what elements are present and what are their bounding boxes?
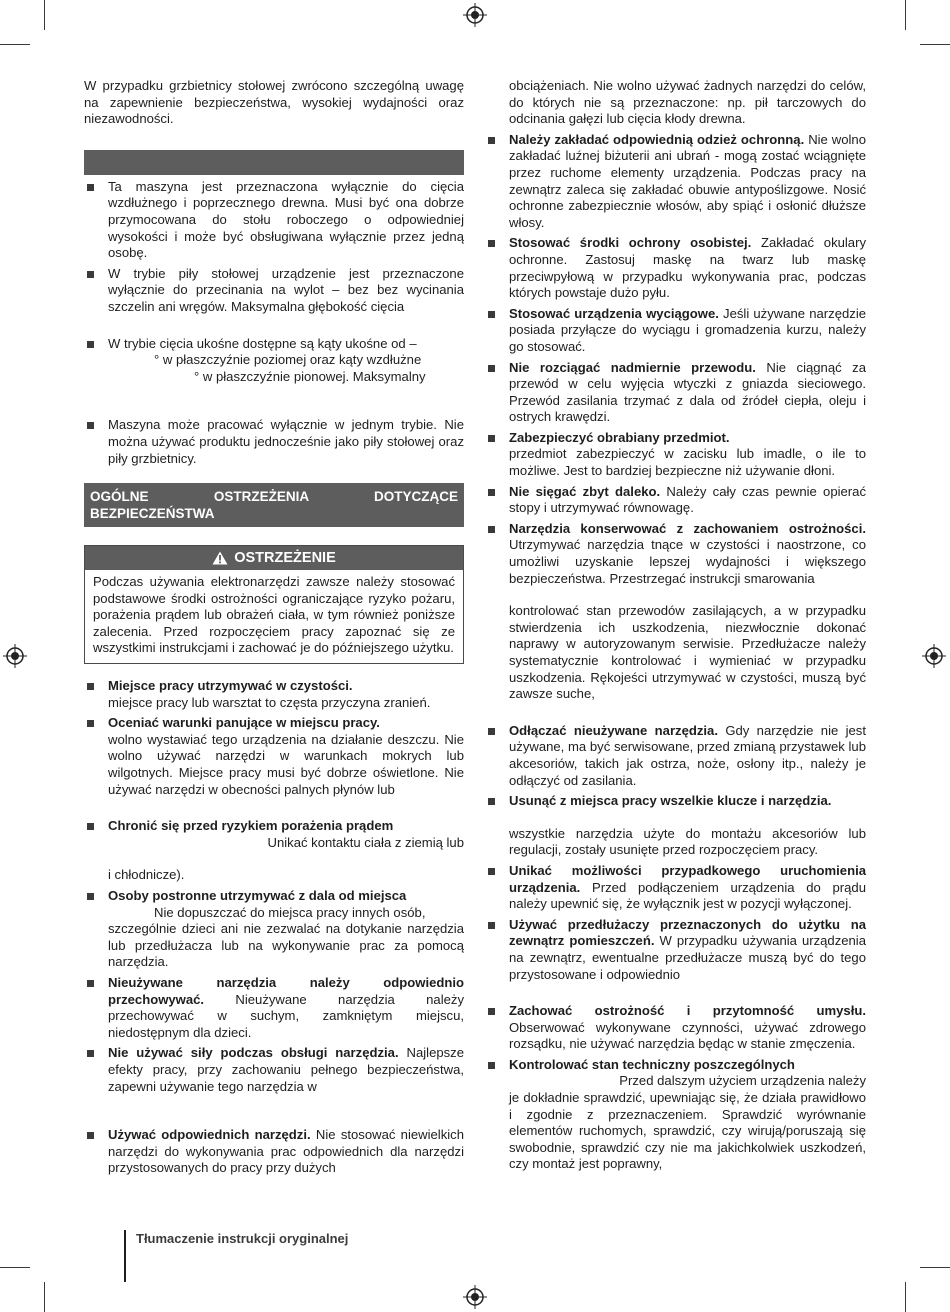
- warning-text: Podczas używania elektronarzędzi zawsze należy stosować podstawowe środki ostrożności ograniczające ryzyko pożaru, porażenia prądem lub obrażeń ciała, w tym również poniższe zalecenia. Przed rozpoczęciem pracy zapoznać się ze wszystkimi instrukcjami i zachować je do późniejszego użytku.: [93, 574, 455, 656]
- bullet: [488, 1062, 495, 1069]
- list-item: Oceniać warunki panujące w miejscu pracy. wolno wystawiać tego urządzenia na działanie deszczu. Nie wolno używać narzędzi w warunkach mokrych lub wilgotnych. Miejsce pracy musi być dobrze oświetlone. Nie używać narzędzi w obecności palnych płynów lub: [84, 715, 464, 798]
- list-item: Miejsce pracy utrzymywać w czystości. miejsce pracy lub warsztat to częsta przyczyna zranień.: [84, 678, 464, 711]
- list-item: Używać odpowiednich narzędzi. Nie stosować niewielkich narzędzi do wykonywania prac odpowiednich dla narzędzi przystosowanych do pracy przy dużych: [84, 1127, 464, 1177]
- bullet: [488, 1008, 495, 1015]
- bullet: [87, 341, 94, 348]
- left-column: [84, 78, 464, 1181]
- warning-header: [85, 546, 463, 570]
- list-item: Nie rozciągać nadmiernie przewodu. Nie ciągnąć za przewód w celu wyjęcia wtyczki z gniazda sieciowego. Przewód zasilania trzymać z dala od źródeł ciepła, oleju i ostrych krawędzi.: [485, 360, 866, 426]
- intended-use-list: [84, 179, 464, 467]
- section-bar: [84, 150, 464, 175]
- list-item: Nie używać siły podczas obsługi narzędzia. Najlepsze efekty pracy, przy zachowaniu pełnego bezpieczeństwa, zapewni używanie tego narzędzia w: [84, 1045, 464, 1095]
- bullet: [488, 868, 495, 875]
- safety-list-left: [84, 678, 464, 851]
- bullet: [488, 922, 495, 929]
- bullet: [488, 435, 495, 442]
- crop-mark: [0, 44, 30, 45]
- continuation-text: i chłodnicze).: [108, 867, 185, 883]
- list-item: Zabezpieczyć obrabiany przedmiot. przedmiot zabezpieczyć w zacisku lub imadle, o ile to możliwe. Jest to bardziej bezpieczne niż używanie dłoni.: [485, 430, 866, 480]
- warning-box: [84, 545, 464, 664]
- crop-mark: [44, 0, 45, 30]
- footer-text: Tłumaczenie instrukcji oryginalnej: [136, 1231, 349, 1246]
- list-item: Stosować środki ochrony osobistej. Zakładać okulary ochronne. Zastosuj maskę na twarz lub maskę przeciwpyłową w przypadku wykonywania prac, podczas których powstaje dużo pyłu.: [485, 235, 866, 301]
- bullet: [488, 526, 495, 533]
- list-item: Kontrolować stan techniczny poszczególnych Przed dalszym użyciem urządzenia należy je dokładnie sprawdzić, upewniając się, że działa prawidłowo i zgodnie z przeznaczeniem. Sprawdzić wyrównanie elementów ruchomych, sprawdzić, czy wirują/poruszają się swobodnie, sprawdzić czy nie ma jakichkolwiek uszkodzeń, czy montaż jest poprawny,: [485, 1057, 866, 1173]
- bullet: [488, 137, 495, 144]
- bullet: [87, 1132, 94, 1139]
- bullet: [87, 683, 94, 690]
- list-item: Ta maszyna jest przeznaczona wyłącznie do cięcia wzdłużnego i poprzecznego drewna. Musi być ona dobrze przymocowana do stołu roboczego o odpowiedniej wysokości i może być obsługiwana wyłącznie przez jedną osobę.: [84, 179, 464, 262]
- list-item: Nieużywane narzędzia należy odpowiednio przechowywać. Nieużywane narzędzia należy przechowywać w suchym, zamkniętym miejscu, niedostępnym dla dzieci.: [84, 975, 464, 1041]
- list-item: Używać przedłużaczy przeznaczonych do użytku na zewnątrz pomieszczeń. W przypadku używania urządzenia na zewnątrz, ewentualne przedłużacze muszą być do tego przystosowane i odpowiednio: [485, 917, 866, 983]
- crop-mark: [0, 1267, 30, 1268]
- registration-mark-icon: [463, 1285, 487, 1309]
- list-item: Narzędzia konserwować z zachowaniem ostrożności. Utrzymywać narzędzia tnące w czystości i naostrzone, co umożliwi uzyskanie lepszej wydajności i większego bezpieczeństwa. Przestrzegać instrukcji smarowania kontrolować stan przewodów zasilających, a w przypadku stwierdzenia ich uszkodzenia, niezwłocznie dokonać naprawy w autoryzowanym serwisie. Przedłużacze należy systematycznie kontrolować i wymieniać w przypadku uszkodzenia. Rękojeści utrzymywać w czystości, muszą być zawsze suche,: [485, 521, 866, 703]
- list-item: Maszyna może pracować wyłącznie w jednym trybie. Nie można używać produktu jednocześnie jako piły stołowej oraz piły grzbietnicy.: [84, 417, 464, 467]
- list-item: Chronić się przed ryzykiem porażenia prądem Unikać kontaktu ciała z ziemią lub: [84, 818, 464, 851]
- list-item: Osoby postronne utrzymywać z dala od miejsca Nie dopuszczać do miejsca pracy innych osób, szczególnie dzieci ani nie zezwalać na dotykanie narzędzia lub przedłużacza lub na wykonywanie prac za pomocą narzędzia.: [84, 888, 464, 971]
- crop-mark: [920, 44, 950, 45]
- bullet: [87, 893, 94, 900]
- safety-list-right: [485, 132, 866, 1173]
- crop-mark: [920, 1267, 950, 1268]
- bullet: [488, 489, 495, 496]
- section-heading: OGÓLNE OSTRZEŻENIA DOTYCZĄCE BEZPIECZEŃSTWA: [84, 483, 464, 527]
- intro-paragraph: W przypadku grzbietnicy stołowej zwrócono szczególną uwagę na zapewnienie bezpieczeństwa, wysokiej wydajności oraz niezawodności.: [84, 78, 464, 127]
- warning-triangle-icon: [212, 551, 228, 565]
- bullet: [87, 980, 94, 987]
- registration-mark-icon: [922, 644, 946, 668]
- registration-mark-icon: [3, 644, 27, 668]
- crop-mark: [905, 0, 906, 30]
- right-column: [509, 78, 866, 1177]
- bullet: [488, 240, 495, 247]
- crop-mark: [905, 1282, 906, 1312]
- footer-rule: [124, 1230, 126, 1282]
- safety-list-left-2: [84, 888, 464, 1177]
- bullet: [87, 823, 94, 830]
- list-item: Odłączać nieużywane narzędzia. Gdy narzędzie nie jest używane, ma być serwisowane, przed zmianą przystawek lub akcesoriów, takich jak ostrza, noże, osłony itp., należy je odłączyć od zasilania.: [485, 723, 866, 789]
- bullet: [488, 728, 495, 735]
- bullet: [488, 365, 495, 372]
- list-item: W trybie cięcia ukośne dostępne są kąty ukośne od – ° w płaszczyźnie poziomej oraz kąty wzdłużne ° w płaszczyźnie pionowej. Maksymalny: [84, 336, 464, 386]
- list-item: Nie sięgać zbyt daleko. Należy cały czas pewnie opierać stopy i utrzymywać równowagę.: [485, 484, 866, 517]
- list-item: Należy zakładać odpowiednią odzież ochronną. Nie wolno zakładać luźnej biżuterii ani ubrań - mogą zostać wciągnięte przez ruchome elementy urządzenia. Podczas pracy na zewnątrz zaleca się zakładać obuwie antypoślizgowe. Nosić ochronne zabezpiecznie włosów, aby spiąć i osłonić dłuższe włosy.: [485, 132, 866, 232]
- bullet: [87, 184, 94, 191]
- bullet: [87, 720, 94, 727]
- list-item: Unikać możliwości przypadkowego uruchomienia urządzenia. Przed podłączeniem urządzenia do prądu należy upewnić się, że wyłącznik jest w pozycji wyłączonej.: [485, 863, 866, 913]
- list-item: Stosować urządzenia wyciągowe. Jeśli używane narzędzie posiada przyłącze do wyciągu i gromadzenia kurzu, należy go stosować.: [485, 306, 866, 356]
- list-item: Usunąć z miejsca pracy wszelkie klucze i narzędzia. wszystkie narzędzia użyte do montażu akcesoriów lub regulacji, zostały usunięte przed rozpoczęciem pracy.: [485, 793, 866, 859]
- warning-title: OSTRZEŻENIE: [234, 549, 336, 566]
- bullet: [87, 271, 94, 278]
- registration-mark-icon: [463, 3, 487, 27]
- bullet: [488, 798, 495, 805]
- continuation-text: obciążeniach. Nie wolno używać żadnych narzędzi do celów, do których nie są przeznaczone: np. pił tarczowych do odcinania gałęzi lub cięcia kłody drewna.: [509, 78, 866, 127]
- list-item: W trybie piły stołowej urządzenie jest przeznaczone wyłącznie do przecinania na wylot – bez bez wycinania szczelin ani wręgów. Maksymalna głębokość cięcia: [84, 266, 464, 316]
- list-item: Zachować ostrożność i przytomność umysłu. Obserwować wykonywane czynności, używać zdrowego rozsądku, nie używać narzędzia będąc w stanie zmęczenia.: [485, 1003, 866, 1053]
- crop-mark: [44, 1282, 45, 1312]
- bullet: [488, 311, 495, 318]
- bullet: [87, 422, 94, 429]
- bullet: [87, 1050, 94, 1057]
